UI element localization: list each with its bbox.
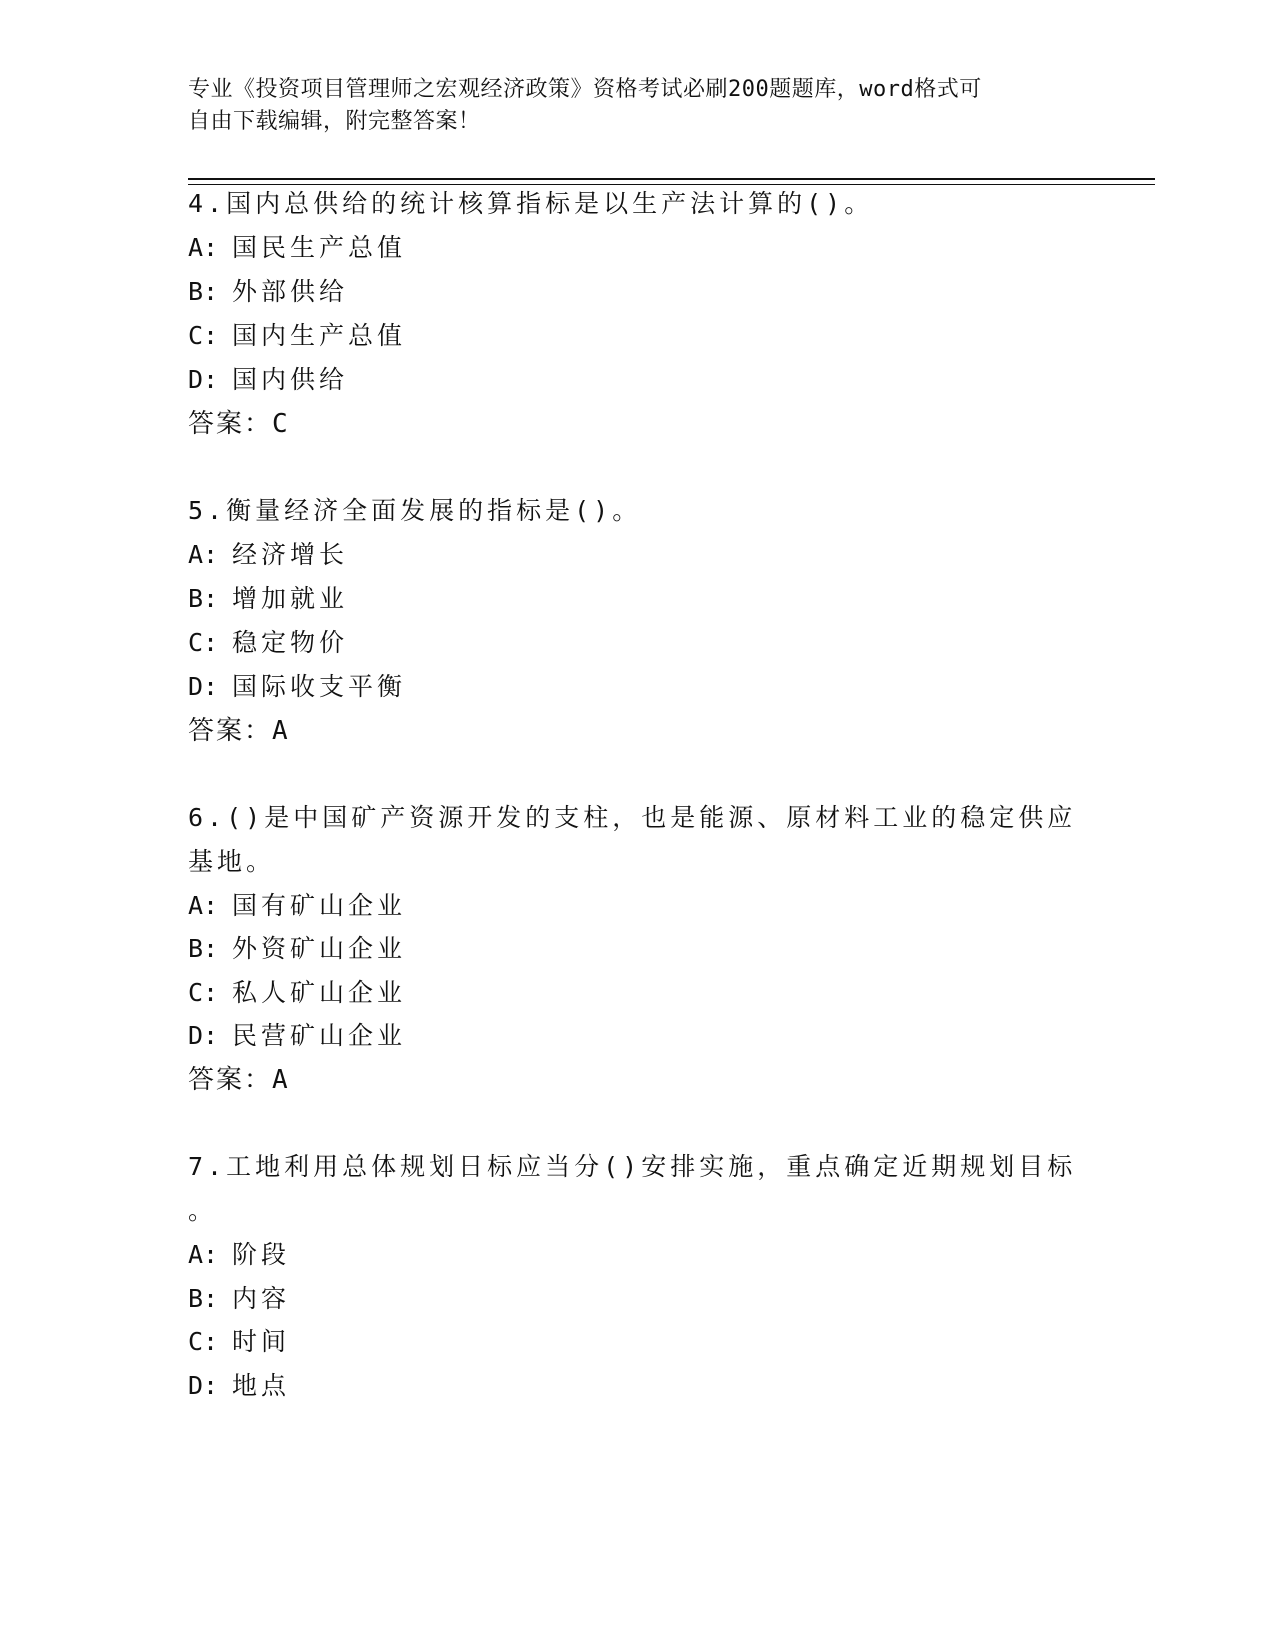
option-text: 私人矿山企业 — [232, 978, 407, 1007]
option-b — [188, 275, 348, 309]
answer-value: C — [272, 409, 290, 439]
answer — [188, 714, 290, 748]
option-text: 阶段 — [232, 1240, 291, 1269]
option-letter: A: — [188, 891, 219, 920]
header-divider-thin — [188, 184, 1155, 185]
option-b — [188, 932, 406, 966]
option-letter: D: — [188, 1371, 219, 1400]
option-text: 稳定物价 — [232, 628, 349, 657]
option-text: 地点 — [232, 1371, 291, 1400]
answer-label: 答案： — [188, 409, 273, 439]
option-a — [188, 231, 406, 265]
option-letter: A: — [188, 540, 219, 569]
option-text: 国民生产总值 — [232, 233, 407, 262]
option-c — [188, 626, 348, 660]
option-letter: B: — [188, 277, 219, 306]
option-letter: C: — [188, 628, 219, 657]
option-a — [188, 889, 406, 923]
question-stem: 6.()是中国矿产资源开发的支柱，也是能源、原材料工业的稳定供应 — [188, 803, 1077, 832]
option-text: 国际收支平衡 — [232, 672, 407, 701]
option-a — [188, 1238, 290, 1272]
option-letter: D: — [188, 365, 219, 394]
answer — [188, 407, 290, 441]
option-c — [188, 1325, 290, 1359]
answer-value: A — [272, 1065, 290, 1095]
option-d — [188, 363, 348, 397]
answer — [188, 1063, 290, 1097]
answer-value: A — [272, 716, 290, 746]
answer-label: 答案： — [188, 1065, 273, 1095]
answer-label: 答案： — [188, 716, 273, 746]
header-divider-thick — [188, 178, 1155, 180]
document-header — [188, 74, 1088, 138]
option-letter: D: — [188, 672, 219, 701]
option-d — [188, 670, 406, 704]
option-letter: C: — [188, 1327, 219, 1356]
option-c — [188, 319, 406, 353]
option-letter: A: — [188, 233, 219, 262]
header-line-2: 自由下载编辑，附完整答案！ — [188, 109, 481, 134]
header-line-1: 专业《投资项目管理师之宏观经济政策》资格考试必刷200题题库，word格式可 — [188, 77, 982, 102]
option-b — [188, 582, 348, 616]
option-letter: D: — [188, 1021, 219, 1050]
question-stem: 4.国内总供给的统计核算指标是以生产法计算的()。 — [188, 189, 874, 218]
option-text: 民营矿山企业 — [232, 1021, 407, 1050]
option-letter: B: — [188, 1284, 219, 1313]
option-d — [188, 1019, 406, 1053]
option-letter: C: — [188, 321, 219, 350]
option-text: 时间 — [232, 1327, 291, 1356]
option-b — [188, 1282, 290, 1316]
option-text: 国内生产总值 — [232, 321, 407, 350]
question-stem: 7.工地利用总体规划日标应当分()安排实施，重点确定近期规划目标 — [188, 1152, 1077, 1181]
option-c — [188, 976, 406, 1010]
question-stem-continued: 。 — [188, 1196, 218, 1225]
option-letter: A: — [188, 1240, 219, 1269]
option-text: 经济增长 — [232, 540, 349, 569]
option-letter: B: — [188, 934, 219, 963]
option-letter: B: — [188, 584, 219, 613]
option-a — [188, 538, 348, 572]
option-d — [188, 1369, 290, 1403]
question-stem-continued: 基地。 — [188, 847, 276, 876]
option-text: 内容 — [232, 1284, 291, 1313]
option-text: 增加就业 — [232, 584, 349, 613]
option-text: 外部供给 — [232, 277, 349, 306]
option-letter: C: — [188, 978, 219, 1007]
option-text: 国有矿山企业 — [232, 891, 407, 920]
question-stem: 5.衡量经济全面发展的指标是()。 — [188, 496, 642, 525]
option-text: 国内供给 — [232, 365, 349, 394]
option-text: 外资矿山企业 — [232, 934, 407, 963]
